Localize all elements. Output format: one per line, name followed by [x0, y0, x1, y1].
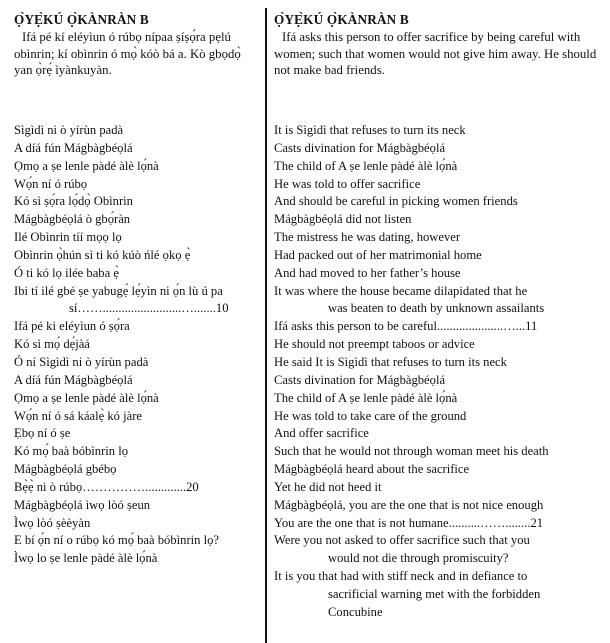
verse-line: Ọmọ a ṣe lenle pàdé àlè lọ́nà [14, 158, 159, 173]
verse-line: He was told to take care of the ground [274, 408, 467, 423]
verse-line-number-20: Bẹ̀ẹ̀ ni ò rúbọ…………….............20 [14, 479, 199, 494]
verse-line: Kó sì mọ́ dẹ́jàá [14, 337, 90, 352]
verse-line: Casts divination for Mágbàgbéọlá [274, 372, 446, 387]
verse-line: Ọmọ a ṣe lenle pàdé àlè lọ́nà [14, 390, 159, 405]
verse-line: Kó mọ́ baà bóbìnrin lọ [14, 444, 129, 459]
verse-line: Such that he would not through woman meet his death [274, 444, 549, 459]
verse-line: Casts divination for Mágbàgbéọlá [274, 140, 446, 155]
verse-line: Ó ti kó lọ ilée baba ẹ̀ [14, 265, 119, 280]
verse-line: Concubine [328, 604, 383, 619]
verse-line: Were you not asked to offer sacrifice such that you [274, 533, 530, 548]
verse-line: He said It is Sìgìdì that refuses to turn its neck [274, 354, 507, 369]
verse-line-number-10: sí…….........................….......10 [69, 301, 229, 316]
verse-line: And should be careful in picking women friends [274, 194, 518, 209]
verse-line: And had moved to her father’s house [274, 265, 461, 280]
verse-line: Mágbàgbéọlá ò gbọ́ràn [14, 212, 131, 227]
verse-line: Ìwọ lo ṣe lenle pàdé àlè lọ́nà [14, 551, 158, 566]
english-heading: Ọ̀YẸ̀KÚ Ọ̀KÀNRÀN B [274, 12, 409, 27]
english-column-header [274, 12, 606, 79]
verse-line: would not die through promiscuity? [328, 551, 509, 566]
english-intro: Ifá asks this person to offer sacrifice by being careful with women; such that women would not give him away. He should not make bad friends. [274, 30, 597, 77]
verse-line: The child of A ṣe lenle pàdé àlè lọ́nà [274, 390, 458, 405]
column-divider [265, 8, 267, 643]
verse-line: Mágbàgbéọlá heard about the sacrifice [274, 462, 470, 477]
yoruba-verse [14, 122, 264, 568]
verse-line: Mágbàgbéọlá ìwọ lòó ṣeun [14, 497, 151, 512]
verse-line: And offer sacrifice [274, 426, 369, 441]
verse-line-number-11: Ifá asks this person to be careful.....................…...11 [274, 319, 538, 334]
verse-line: E bí ọ́n ní o rúbọ kó mọ́ baà bóbìnrin lọ? [14, 533, 219, 548]
verse-line: sacrificial warning met with the forbidden [328, 586, 541, 601]
verse-line: Ó ní Sìgìdì ni ò yírùn padà [14, 354, 149, 369]
yoruba-intro: Ifá pé kí eléyìun ó rúbọ nípaa ṣíṣọ́ra pẹlú obìnrin; kí obìnrin ó mọ̀ kóò bá a. Kò gbọdọ̀ yan ọ̀rẹ́ ìyànkuyàn. [14, 30, 241, 77]
verse-line: It was where the house became dilapidated that he [274, 283, 528, 298]
verse-line: It is Sìgìdì that refuses to turn its neck [274, 123, 466, 137]
verse-line: Mágbàgbéọlá, you are the one that is not nice enough [274, 497, 544, 512]
yoruba-heading: Ọ̀YẸ̀KÚ Ọ̀KÀNRÀN B [14, 12, 149, 27]
verse-line: A díá fún Mágbàgbéọlá [14, 140, 133, 155]
verse-line: The child of A ṣe lenle pàdé àlè lọ́nà [274, 158, 458, 173]
yoruba-column-header [14, 12, 259, 79]
verse-line: The mistress he was dating, however [274, 230, 461, 245]
verse-line: Ifá pé ki eléyìun ó ṣọ́ra [14, 319, 130, 334]
verse-line: A díá fún Mágbàgbéọlá [14, 372, 133, 387]
verse-line: Yet he did not heed it [274, 479, 382, 494]
verse-line: Kó sì ṣọ́ra lọ́dọ̀ Obìnrin [14, 194, 133, 209]
verse-line: Ilé Obìnrin tíí mọọ lọ [14, 230, 122, 245]
verse-line: Ìwọ lòó ṣèèyàn [14, 515, 91, 530]
verse-line: Sìgìdì ni ò yírùn padà [14, 123, 124, 137]
verse-line: Mágbàgbéọlá did not listen [274, 212, 412, 227]
verse-line-number-21: You are the one that is not humane..........……........21 [274, 515, 544, 530]
verse-line: Had packed out of her matrimonial home [274, 247, 482, 262]
verse-line: He should not preempt taboos or advice [274, 337, 475, 352]
verse-line: Wọ́n ní ó rúbọ [14, 176, 88, 191]
english-verse [274, 122, 606, 622]
verse-line: Wọ́n ní ó sá káalẹ̀ kó jàre [14, 408, 142, 423]
verse-line: was beaten to death by unknown assailants [328, 301, 545, 316]
verse-line: Obìnrin ọ̀hún sì ti kó kúò ńlé ọkọ ẹ̀ [14, 247, 191, 262]
verse-line: It is you that had with stiff neck and in defiance to [274, 569, 528, 584]
verse-line: Mágbàgbéọlá gbébọ [14, 462, 117, 477]
verse-line: Ẹbọ ní ó ṣe [14, 426, 71, 441]
verse-line: Ibi tí ilé gbé ṣe yabugẹ́ lẹ́yìn ni ọ́n lù ú pa [14, 283, 223, 298]
verse-line: He was told to offer sacrifice [274, 176, 421, 191]
